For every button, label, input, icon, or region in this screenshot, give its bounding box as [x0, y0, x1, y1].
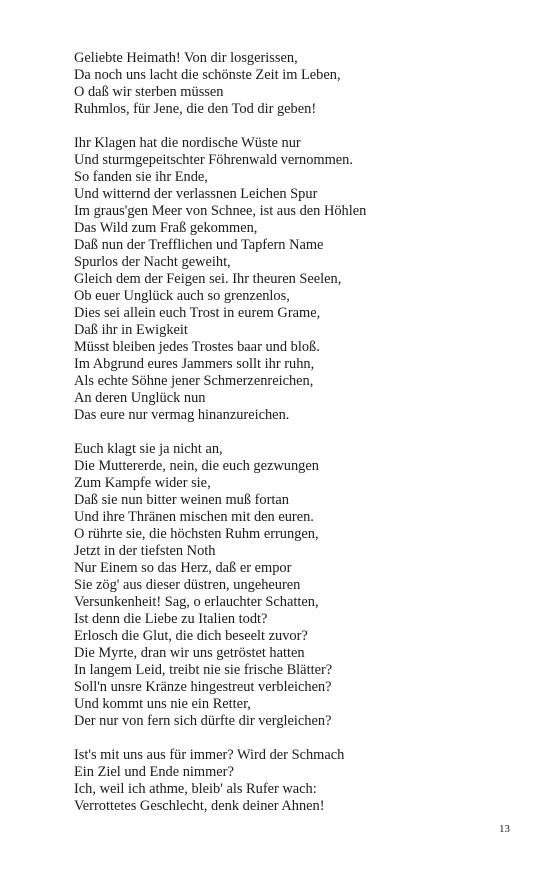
poem-line: Die Myrte, dran wir uns getröstet hatten	[74, 645, 305, 661]
poem-line: Erlosch die Glut, die dich beseelt zuvor?	[74, 628, 308, 644]
poem-line: Zum Kampfe wider sie,	[74, 475, 211, 491]
poem-line: Ist's mit uns aus für immer? Wird der Schmach	[74, 747, 345, 763]
poem-line: Versunkenheit! Sag, o erlauchter Schatten,	[74, 594, 319, 610]
poem-line: So fanden sie ihr Ende,	[74, 169, 208, 185]
poem-line: Ist denn die Liebe zu Italien todt?	[74, 611, 268, 627]
poem-line: An deren Unglück nun	[74, 390, 206, 406]
poem-line: Ein Ziel und Ende nimmer?	[74, 764, 234, 780]
poem-line: Und kommt uns nie ein Retter,	[74, 696, 251, 712]
poem-line: Gleich dem der Feigen sei. Ihr theuren Seelen,	[74, 271, 342, 287]
poem-line: Geliebte Heimath! Von dir losgerissen,	[74, 50, 298, 66]
poem-line: Daß sie nun bitter weinen muß fortan	[74, 492, 290, 508]
poem-line: Und ihre Thränen mischen mit den euren.	[74, 509, 314, 525]
poem-line: Dies sei allein euch Trost in eurem Grame,	[74, 305, 321, 321]
poem-line: Daß ihr in Ewigkeit	[74, 322, 188, 338]
poem-line: O daß wir sterben müssen	[74, 84, 224, 100]
poem-line: Ruhmlos, für Jene, die den Tod dir geben!	[74, 101, 317, 117]
poem-line: Spurlos der Nacht geweiht,	[74, 254, 231, 270]
poem-line: Und witternd der verlassnen Leichen Spur	[74, 186, 318, 202]
poem-line: Im graus'gen Meer von Schnee, ist aus den Höhlen	[74, 203, 367, 219]
stanza	[74, 135, 514, 424]
poem-line: Im Abgrund eures Jammers sollt ihr ruhn,	[74, 356, 315, 372]
poem-line: Als echte Söhne jener Schmerzenreichen,	[74, 373, 314, 389]
stanza	[74, 441, 514, 730]
poem-line: Ihr Klagen hat die nordische Wüste nur	[74, 135, 301, 151]
poem-line: Daß nun der Trefflichen und Tapfern Name	[74, 237, 324, 253]
poem-line: Soll'n unsre Kränze hingestreut verbleichen?	[74, 679, 332, 695]
poem-line: Da noch uns lacht die schönste Zeit im Leben,	[74, 67, 341, 83]
poem-text	[74, 50, 514, 832]
poem-line: Euch klagt sie ja nicht an,	[74, 441, 223, 457]
stanza	[74, 50, 514, 118]
page-number: 13	[499, 823, 510, 835]
poem-line: Das Wild zum Fraß gekommen,	[74, 220, 258, 236]
poem-line: Sie zög' aus dieser düstren, ungeheuren	[74, 577, 301, 593]
poem-line: Müsst bleiben jedes Trostes baar und bloß.	[74, 339, 320, 355]
poem-line: Die Muttererde, nein, die euch gezwungen	[74, 458, 319, 474]
poem-line: O rührte sie, die höchsten Ruhm errungen,	[74, 526, 319, 542]
poem-line: Ich, weil ich athme, bleib' als Rufer wach:	[74, 781, 317, 797]
poem-line: In langem Leid, treibt nie sie frische Blätter?	[74, 662, 333, 678]
poem-line: Und sturmgepeitschter Föhrenwald vernommen.	[74, 152, 353, 168]
stanza	[74, 747, 514, 815]
poem-line: Verrottetes Geschlecht, denk deiner Ahnen!	[74, 798, 325, 814]
poem-line: Jetzt in der tiefsten Noth	[74, 543, 216, 559]
poem-line: Nur Einem so das Herz, daß er empor	[74, 560, 292, 576]
poem-line: Das eure nur vermag hinanzureichen.	[74, 407, 290, 423]
poem-line: Der nur von fern sich dürfte dir vergleichen?	[74, 713, 332, 729]
poem-line: Ob euer Unglück auch so grenzenlos,	[74, 288, 290, 304]
